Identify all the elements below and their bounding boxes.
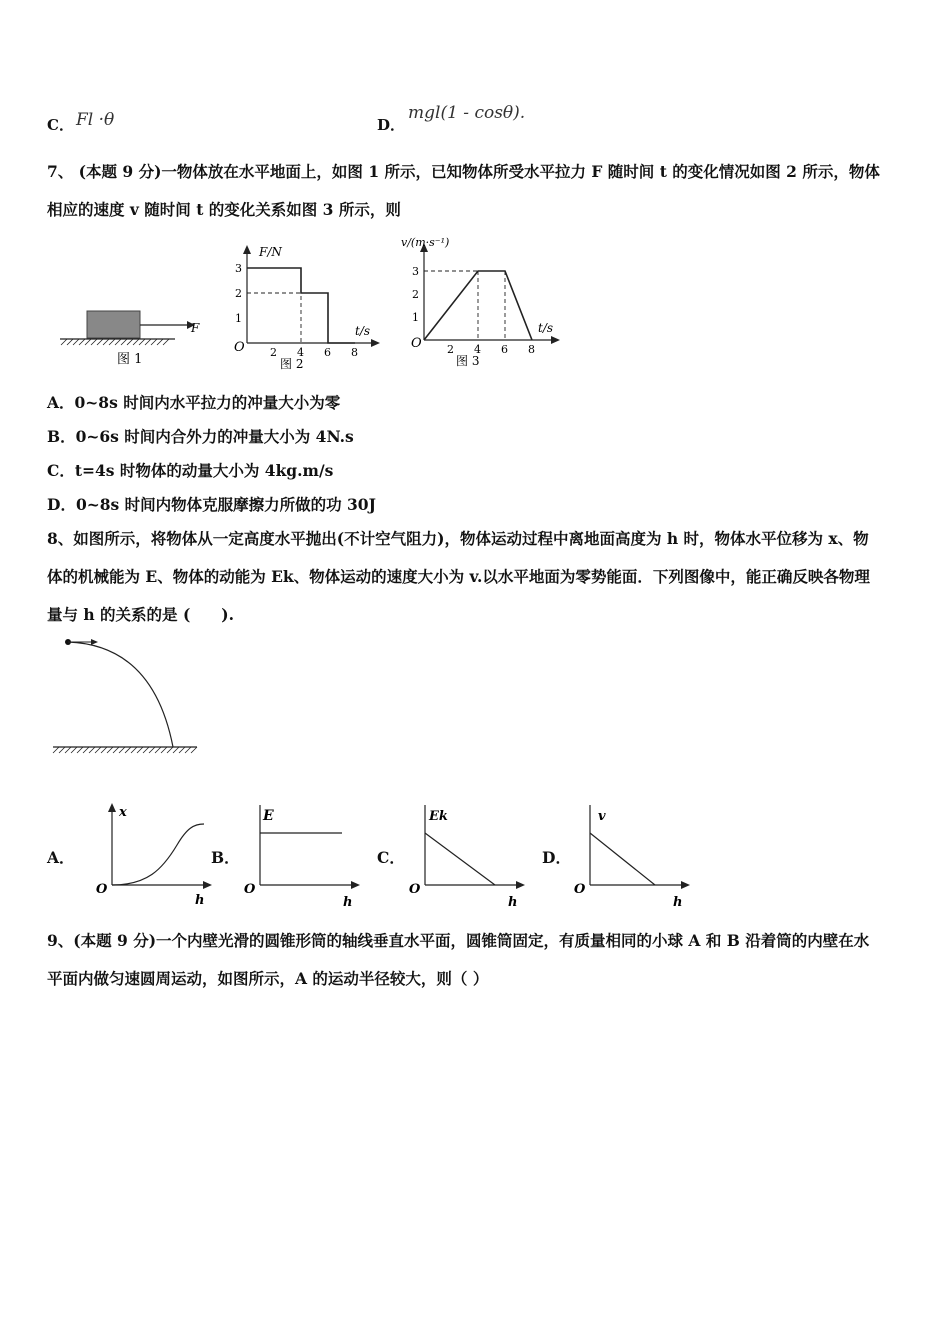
fig2-xtick-8: 8: [351, 346, 358, 359]
q8-option-d-label: D．: [542, 848, 571, 867]
q7-figure2: [225, 240, 390, 375]
q7-option-a: A．0~8s 时间内水平拉力的冲量大小为零: [47, 393, 341, 412]
graph-d-x-arrow: [681, 881, 690, 889]
graph-a-origin: O: [96, 882, 108, 897]
graph-b-x-arrow: [351, 881, 360, 889]
q8-text-line2: 体的机械能为 E、物体的动能为 Ek、物体运动的速度大小为 v.以水平地面为零势能面．下列图像中，能正确反映各物理: [47, 567, 870, 586]
q7-text-line2: 相应的速度 v 随时间 t 的变化关系如图 3 所示，则: [47, 200, 401, 219]
fig1-ground-hatch: [61, 339, 169, 345]
graph-a-curve: [112, 824, 204, 885]
q7-text-line1: 7、 (本题 9 分)一物体放在水平地面上，如图 1 所示，已知物体所受水平拉力 F 随时间 t 的变化情况如图 2 所示，物体: [47, 162, 880, 181]
graph-b-xlabel: h: [343, 895, 353, 910]
graph-c-origin: O: [409, 882, 421, 897]
q7-option-b: B．0~6s 时间内合外力的冲量大小为 4N.s: [47, 427, 354, 446]
fig2-xtick-6: 6: [324, 346, 331, 359]
fig3-xlabel: t/s: [538, 321, 554, 335]
graph-c-x-arrow: [516, 881, 525, 889]
graph-d-origin: O: [574, 882, 586, 897]
fig2-xlabel: t/s: [355, 324, 371, 338]
graph-c-line: [425, 833, 495, 885]
fig2-y-arrow: [243, 245, 251, 254]
fig3-caption: 图 3: [456, 354, 480, 368]
graph-b-ylabel: E: [263, 808, 274, 824]
q8-projectile-figure: [45, 630, 205, 765]
projectile-ground-hatch: [53, 747, 197, 753]
q6-option-c-expr: Fl ·θ: [76, 110, 115, 130]
q7-figure3: [400, 232, 570, 372]
fig3-ytick-2: 2: [412, 288, 419, 301]
fig2-plot: [247, 268, 355, 343]
fig3-xtick-6: 6: [501, 343, 508, 356]
q6-option-d: [377, 114, 405, 135]
fig2-caption: 图 2: [280, 357, 304, 371]
fig2-ytick-2: 2: [235, 287, 242, 300]
q7-option-c: C．t=4s 时物体的动量大小为 4kg.m/s: [47, 461, 334, 480]
graph-a-xlabel: h: [195, 893, 205, 908]
fig3-ylabel: v/(m·s⁻¹): [401, 236, 450, 249]
q9-text-line2: 平面内做匀速圆周运动，如图所示，A 的运动半径较大，则（ ）: [47, 969, 489, 988]
q7-option-d: D．0~8s 时间内物体克服摩擦力所做的功 30J: [47, 495, 376, 514]
projectile-trajectory: [68, 642, 173, 747]
q8-option-a-label: A．: [47, 848, 75, 867]
graph-a-ylabel: x: [119, 805, 127, 820]
q9-text-line1: 9、(本题 9 分)一个内壁光滑的圆锥形筒的轴线垂直水平面，圆锥筒固定，有质量相同的小球 A 和 B 沿着筒的内壁在水: [47, 931, 870, 950]
fig2-xtick-4: 4: [297, 346, 304, 359]
fig2-xtick-2: 2: [270, 346, 277, 359]
fig3-x-arrow: [551, 336, 560, 344]
fig2-x-arrow: [371, 339, 380, 347]
fig3-xtick-2: 2: [447, 343, 454, 356]
fig3-xtick-4: 4: [474, 343, 481, 356]
fig1-force-label: F: [191, 321, 200, 335]
q7-figure1: [55, 300, 215, 370]
fig2-ytick-1: 1: [235, 312, 242, 325]
projectile-arrow-head: [91, 639, 98, 645]
q8-option-c-label: C．: [377, 848, 405, 867]
fig1-block: [87, 311, 140, 338]
fig2-ytick-3: 3: [235, 262, 242, 275]
graph-c-xlabel: h: [508, 895, 518, 910]
q6-option-c-label: C．: [47, 116, 74, 134]
q8-option-b-label: B．: [211, 848, 240, 867]
fig2-ylabel: F/N: [259, 245, 282, 259]
graph-b-origin: O: [244, 882, 256, 897]
fig2-origin: O: [234, 340, 245, 355]
q8-graph-b: [240, 800, 360, 912]
graph-a-x-arrow: [203, 881, 212, 889]
graph-c-ylabel: Ek: [429, 809, 448, 824]
fig3-ytick-1: 1: [412, 311, 419, 324]
q6-option-d-label: D．: [377, 116, 406, 134]
fig2-ticks: [235, 262, 358, 359]
graph-d-ylabel: v: [598, 809, 606, 824]
q8-text-line3: 量与 h 的关系的是 ( ).: [47, 605, 235, 624]
fig3-ytick-3: 3: [412, 265, 419, 278]
graph-a-y-arrow: [108, 803, 116, 812]
graph-d-xlabel: h: [673, 895, 683, 910]
fig3-plot: [424, 271, 532, 340]
q6-option-d-expr: mgl(1 - cosθ).: [408, 103, 526, 123]
graph-d-line: [590, 833, 655, 885]
q8-graph-d: [570, 800, 695, 912]
fig1-caption: 图 1: [117, 352, 143, 367]
fig3-origin: O: [411, 336, 422, 351]
fig3-xtick-8: 8: [528, 343, 535, 356]
q6-option-c: [47, 114, 74, 135]
q8-text-line1: 8、如图所示，将物体从一定高度水平抛出(不计空气阻力)，物体运动过程中离地面高度为 h 时，物体水平位移为 x、物: [47, 529, 869, 548]
fig3-ticks: [412, 265, 535, 356]
q8-graph-c: [405, 800, 530, 912]
q8-graph-a: [92, 800, 212, 912]
